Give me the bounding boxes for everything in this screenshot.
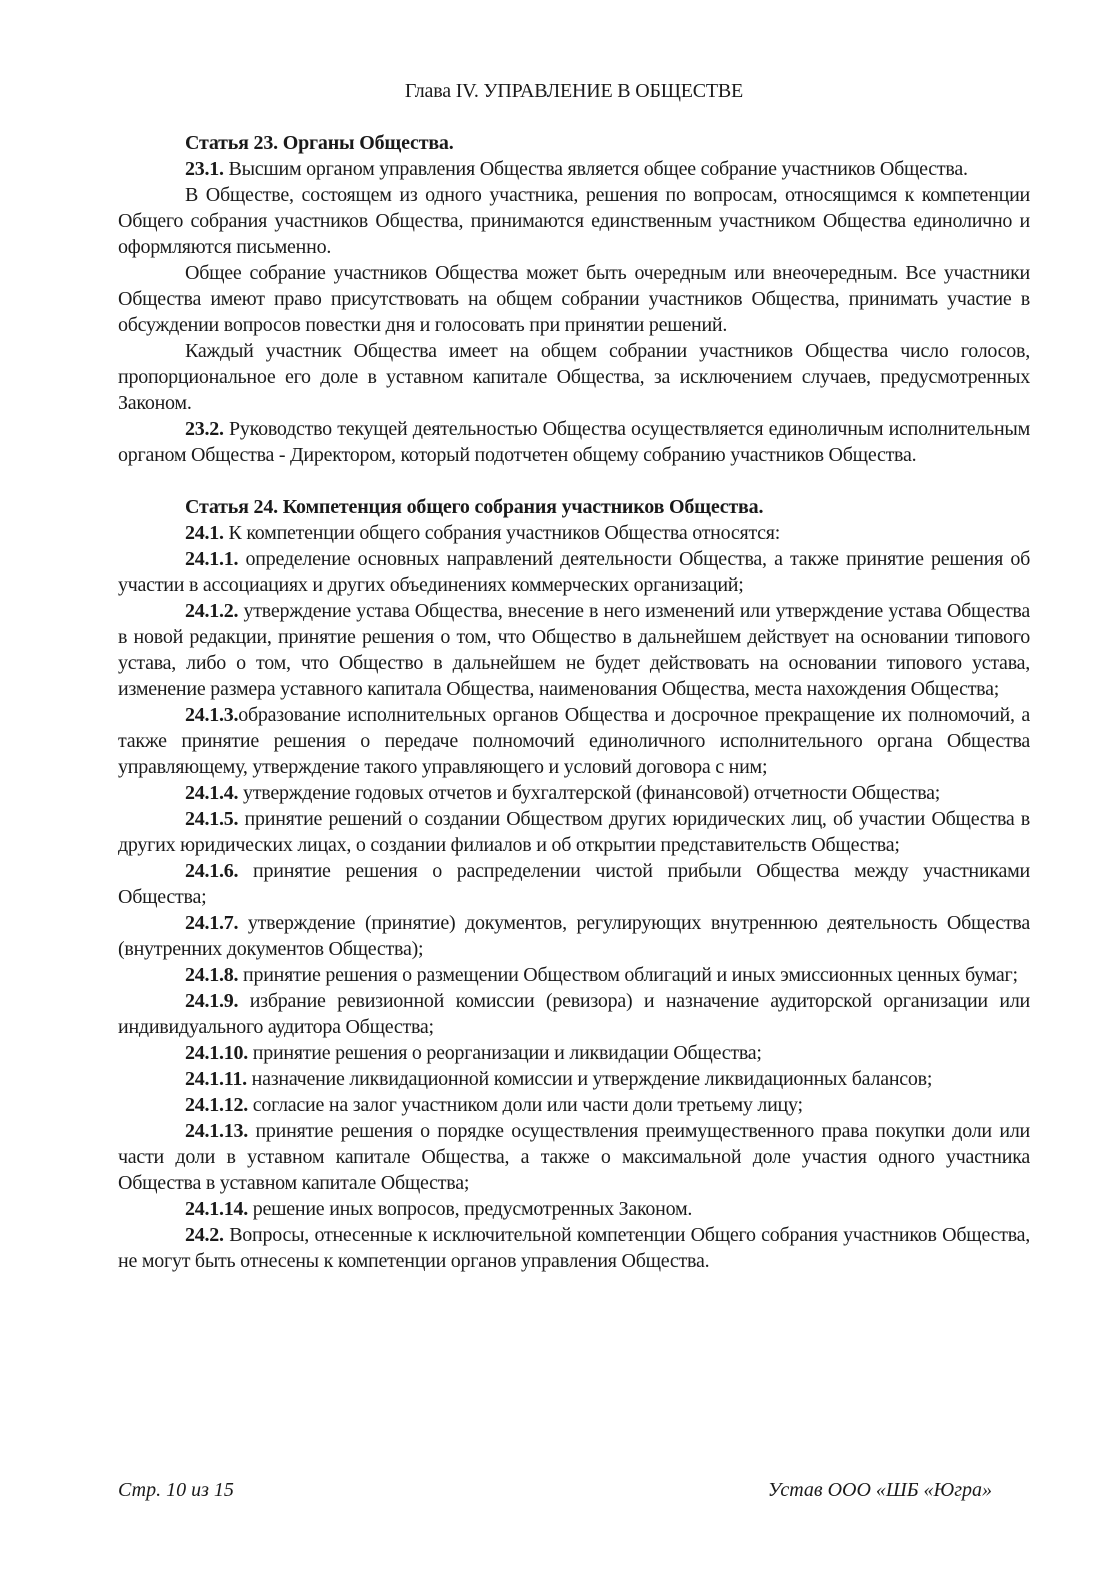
clause-number: 24.1.14. — [185, 1198, 248, 1220]
paragraph — [118, 338, 1030, 416]
paragraph-24-1-2 — [118, 598, 1030, 702]
document-name: Устав ООО «ШБ «Югра» — [767, 1479, 992, 1501]
paragraph-23-1 — [118, 156, 1030, 182]
clause-number: 24.1. — [185, 522, 224, 544]
paragraph-24-1-7 — [118, 910, 1030, 962]
clause-text: принятие решения о реорганизации и ликвидации Общества; — [248, 1042, 762, 1064]
clause-number: 24.1.9. — [185, 990, 239, 1012]
clause-number: 24.1.2. — [185, 600, 239, 622]
paragraph-24-1-9 — [118, 988, 1030, 1040]
clause-text: Каждый участник Общества имеет на общем собрании участников Общества число голосов, пропорциональное его доле в уставном капитале Общества, за исключением случаев, предусмотренных Законом. — [118, 340, 1030, 414]
clause-text: К компетенции общего собрания участников Общества относятся: — [223, 522, 781, 544]
paragraph-24-2 — [118, 1222, 1030, 1274]
clause-number: 24.1.6. — [185, 860, 239, 882]
paragraph-24-1-6 — [118, 858, 1030, 910]
clause-text: принятие решения о порядке осуществления преимущественного права покупки доли или части доли в уставном капитале Общества, а также о максимальной доле участия одного участника Общества в уставном капитале Общества; — [118, 1120, 1030, 1194]
document-page — [118, 78, 1030, 1274]
clause-text: принятие решения о распределении чистой прибыли Общества между участниками Общества; — [118, 860, 1030, 908]
clause-number: 24.1.12. — [185, 1094, 248, 1116]
paragraph — [118, 260, 1030, 338]
paragraph-24-1-3 — [118, 702, 1030, 780]
paragraph-24-1-14 — [118, 1196, 1030, 1222]
paragraph-24-1-4 — [118, 780, 1030, 806]
clause-number: 24.1.1. — [185, 548, 239, 570]
clause-text: Руководство текущей деятельностью Общества осуществляется единоличным исполнительным органом Общества - Директором, который подотчетен общему собранию участников Общества. — [118, 418, 1030, 466]
paragraph — [118, 182, 1030, 260]
paragraph-24-1 — [118, 520, 1030, 546]
article-24 — [118, 494, 1030, 1274]
paragraph-24-1-5 — [118, 806, 1030, 858]
article-23 — [118, 130, 1030, 468]
paragraph-24-1-8 — [118, 962, 1030, 988]
clause-text: утверждение годовых отчетов и бухгалтерской (финансовой) отчетности Общества; — [238, 782, 941, 804]
article-title: Статья 24. Компетенция общего собрания участников Общества. — [185, 496, 764, 518]
paragraph-24-1-13 — [118, 1118, 1030, 1196]
clause-number: 23.2. — [185, 418, 224, 440]
clause-number: 24.1.5. — [185, 808, 239, 830]
clause-number: 24.2. — [185, 1224, 224, 1246]
clause-text: образование исполнительных органов Общества и досрочное прекращение их полномочий, а также принятие решения о передаче полномочий единоличного исполнительного органа Общества управляющему, утверждение такого управляющего и условий договора с ним; — [118, 704, 1030, 778]
clause-text: Высшим органом управления Общества является общее собрание участников Общества. — [223, 158, 968, 180]
page-footer — [118, 1477, 992, 1503]
clause-text: назначение ликвидационной комиссии и утверждение ликвидационных балансов; — [246, 1068, 933, 1090]
clause-text: принятие решения о размещении Обществом облигаций и иных эмиссионных ценных бумаг; — [238, 964, 1018, 986]
paragraph-24-1-10 — [118, 1040, 1030, 1066]
clause-number: 24.1.10. — [185, 1042, 248, 1064]
clause-text: избрание ревизионной комиссии (ревизора) и назначение аудиторской организации или индивидуального аудитора Общества; — [118, 990, 1030, 1038]
clause-number: 24.1.4. — [185, 782, 239, 804]
clause-number: 24.1.3. — [185, 704, 239, 726]
clause-text: В Обществе, состоящем из одного участника, решения по вопросам, относящимся к компетенции Общего собрания участников Общества, принимаются единственным участником Общества единолично и оформляются письменно. — [118, 184, 1030, 258]
chapter-title: Глава IV. УПРАВЛЕНИЕ В ОБЩЕСТВЕ — [404, 80, 744, 102]
clause-text: определение основных направлений деятельности Общества, а также принятие решения об участии в ассоциациях и других объединениях коммерческих организаций; — [118, 548, 1030, 596]
clause-number: 24.1.7. — [185, 912, 239, 934]
clause-text: решение иных вопросов, предусмотренных Законом. — [248, 1198, 693, 1220]
clause-number: 24.1.13. — [185, 1120, 248, 1142]
clause-number: 23.1. — [185, 158, 224, 180]
paragraph-23-2 — [118, 416, 1030, 468]
paragraph-24-1-12 — [118, 1092, 1030, 1118]
clause-text: Вопросы, отнесенные к исключительной компетенции Общего собрания участников Общества, не могут быть отнесены к компетенции органов управления Общества. — [118, 1224, 1030, 1272]
clause-text: утверждение устава Общества, внесение в него изменений или утверждение устава Общества в новой редакции, принятие решения о том, что Общество в дальнейшем действует на основании типового устава, либо о том, что Общество в дальнейшем не будет действовать на основании типового устава, изменение размера уставного капитала Общества, наименования Общества, места нахождения Общества; — [118, 600, 1030, 700]
clause-text: принятие решений о создании Обществом других юридических лиц, об участии Общества в других юридических лицах, о создании филиалов и об открытии представительств Общества; — [118, 808, 1030, 856]
page-number: Стр. 10 из 15 — [118, 1479, 234, 1501]
clause-text: Общее собрание участников Общества может быть очередным или внеочередным. Все участники Общества имеют право присутствовать на общем собрании участников Общества, принимать участие в обсуждении вопросов повестки дня и голосовать при принятии решений. — [118, 262, 1030, 336]
clause-text: утверждение (принятие) документов, регулирующих внутреннюю деятельность Общества (внутренних документов Общества); — [118, 912, 1030, 960]
article-title: Статья 23. Органы Общества. — [185, 132, 454, 154]
clause-number: 24.1.8. — [185, 964, 239, 986]
paragraph-24-1-11 — [118, 1066, 1030, 1092]
clause-number: 24.1.11. — [185, 1068, 247, 1090]
paragraph-24-1-1 — [118, 546, 1030, 598]
clause-text: согласие на залог участником доли или части доли третьему лицу; — [248, 1094, 803, 1116]
spacer — [118, 468, 1030, 494]
